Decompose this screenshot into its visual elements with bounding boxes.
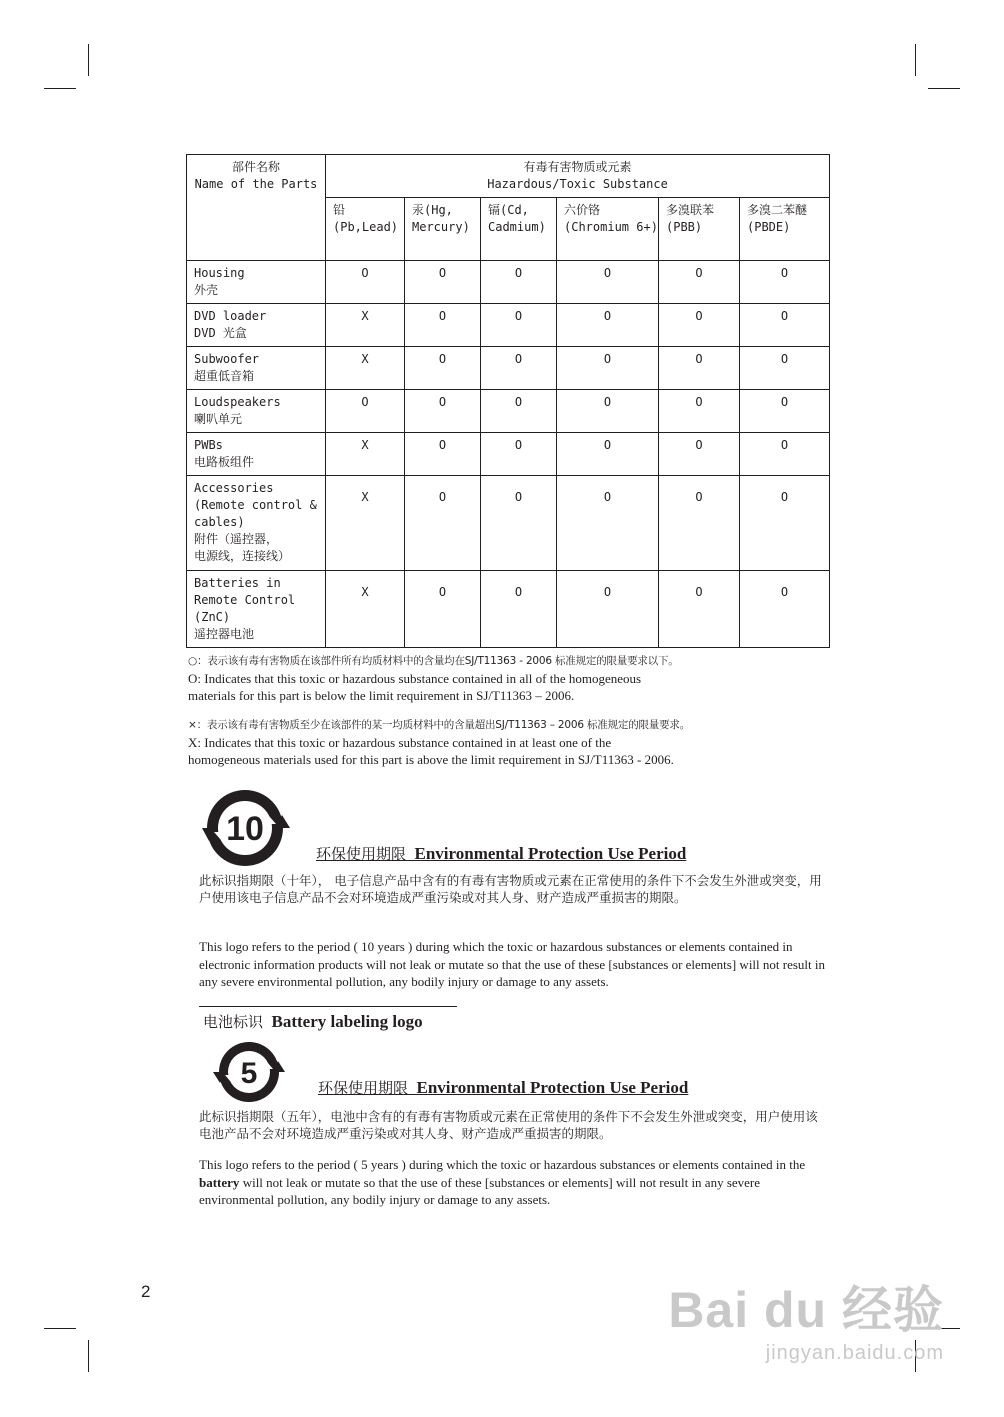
substance-mark-cell: O xyxy=(557,571,659,648)
part-name-line: (Remote control & xyxy=(194,498,317,512)
crop-mark xyxy=(88,44,89,76)
substance-header xyxy=(659,198,740,261)
substance-mark-cell: O xyxy=(740,571,830,648)
battery-heading-en: Battery labeling logo xyxy=(271,1012,423,1031)
substance-header xyxy=(740,198,830,261)
substance-mark-cell: O xyxy=(405,390,481,433)
hazardous-substance-header xyxy=(326,155,830,198)
part-name-cell xyxy=(187,476,326,571)
substance-mark-cell: O xyxy=(740,476,830,571)
battery-heading-cn: 电池标识 xyxy=(203,1013,264,1031)
substance-mark-cell: O xyxy=(740,261,830,304)
epup-5-logo-icon xyxy=(212,1040,286,1104)
substance-mark-cell: O xyxy=(740,390,830,433)
substance-mark-cell: O xyxy=(481,304,557,347)
epup-10-para-en: This logo refers to the period ( 10 years ) during which the toxic or hazardous substances or elements contained in electronic information products will not leak or mutate so that the use of these [substances or elements] will not result in any severe environmental pollution, any bodily injury or damage to any assets. xyxy=(199,939,826,989)
epup-10-title-cn: 环保使用期限 xyxy=(316,845,407,863)
substance-mark-cell: O xyxy=(481,571,557,648)
substance-mark-cell: O xyxy=(740,433,830,476)
substance-header xyxy=(405,198,481,261)
hazardous-substance-table xyxy=(186,154,830,648)
substance-mark-cell: O xyxy=(659,476,740,571)
table-row xyxy=(187,261,830,304)
table-row xyxy=(187,433,830,476)
substance-header xyxy=(481,198,557,261)
table-row xyxy=(187,476,830,571)
epup-10-title-en: Environmental Protection Use Period xyxy=(414,844,687,863)
part-name-line: 外壳 xyxy=(194,283,219,297)
part-name-line: 附件（遥控器， xyxy=(194,532,279,546)
notes-x xyxy=(188,716,838,768)
part-name-line: DVD loader xyxy=(194,309,267,323)
table-row xyxy=(187,390,830,433)
note-o-cn: ○：表示该有毒有害物质在该部件所有均质材料中的含量均在SJ/T11363 - 2006 标准规定的限量要求以下。 xyxy=(188,655,679,667)
substance-header-cn: 铅 xyxy=(333,203,346,217)
parts-name-header xyxy=(187,155,326,261)
substance-mark-cell: O xyxy=(659,571,740,648)
crop-mark xyxy=(928,88,960,89)
substance-header-en: (PBDE) xyxy=(747,220,791,234)
parts-name-header-en: Name of the Parts xyxy=(194,177,318,191)
substance-mark-cell: O xyxy=(405,304,481,347)
part-name-line: (ZnC) xyxy=(194,610,231,624)
note-x-en-line2: homogeneous materials used for this part is above the limit requirement in SJ/T11363 - 2006. xyxy=(188,752,674,767)
part-name-line: 喇叭单元 xyxy=(194,412,243,426)
battery-para-en xyxy=(199,1156,829,1209)
substance-mark-cell: O xyxy=(481,347,557,390)
note-o-en-line2: materials for this part is below the limit requirement in SJ/T11363 – 2006. xyxy=(188,688,575,703)
battery-para-en-part2: will not leak or mutate so that the use of these [substances or elements] will not result in any severe environmental pollution, any bodily injury or damage to any assets. xyxy=(199,1174,761,1207)
substance-header-cn: 多溴二苯醚 xyxy=(747,203,808,217)
part-name-line: Subwoofer xyxy=(194,352,260,366)
battery-para-cn: 此标识指期限（五年），电池中含有的有毒有害物质或元素在正常使用的条件下不会发生外泄或突变，用户使用该电池产品不会对环境造成严重污染或对其人身、财产造成严重损害的期限。 xyxy=(199,1109,818,1141)
part-name-line: 超重低音箱 xyxy=(194,369,255,383)
substance-mark-cell: O xyxy=(557,261,659,304)
substance-mark-cell: O xyxy=(405,433,481,476)
substance-mark-cell: O xyxy=(659,433,740,476)
battery-para-en-bold: battery xyxy=(199,1174,240,1190)
watermark-url: jingyan.baidu.com xyxy=(765,1342,944,1364)
substance-mark-cell: O xyxy=(326,261,405,304)
substance-mark-cell: O xyxy=(659,390,740,433)
part-name-cell xyxy=(187,571,326,648)
epup-10-logo-number: 10 xyxy=(226,810,264,848)
part-name-line: Remote Control xyxy=(194,593,296,607)
substance-header xyxy=(326,198,405,261)
note-x-en-line1: X: Indicates that this toxic or hazardous substance contained in at least one of the xyxy=(188,735,612,750)
battery-epup-title xyxy=(318,1077,688,1098)
substance-mark-cell: X xyxy=(326,304,405,347)
substance-header-cn: 汞(Hg, xyxy=(412,203,453,217)
substance-mark-cell: O xyxy=(659,304,740,347)
substance-mark-cell: O xyxy=(481,261,557,304)
substance-mark-cell: O xyxy=(405,476,481,571)
substance-mark-cell: O xyxy=(326,390,405,433)
part-name-line: 遥控器电池 xyxy=(194,627,255,641)
substance-mark-cell: O xyxy=(405,261,481,304)
note-o-en-line1: O: Indicates that this toxic or hazardous substance contained in all of the homogeneous xyxy=(188,671,642,686)
page-number: 2 xyxy=(141,1282,151,1301)
substance-header xyxy=(557,198,659,261)
note-x-cn: ×：表示该有毒有害物质至少在该部件的某一均质材料中的含量超出SJ/T11363 – 2006 标准规定的限量要求。 xyxy=(188,719,690,731)
substance-mark-cell: X xyxy=(326,347,405,390)
substance-mark-cell: O xyxy=(557,390,659,433)
substance-header-cn: 多溴联苯 xyxy=(666,203,715,217)
epup-10-para-cn: 此标识指期限（十年）， 电子信息产品中含有的有毒有害物质或元素在正常使用的条件下不会发生外泄或突变，用户使用该电子信息产品不会对环境造成严重污染或对其人身、财产造成严重损害的期限。 xyxy=(199,873,822,905)
epup-10-logo-icon xyxy=(202,788,292,868)
substance-mark-cell: X xyxy=(326,571,405,648)
battery-epup-title-cn: 环保使用期限 xyxy=(318,1079,409,1097)
substance-mark-cell: O xyxy=(659,347,740,390)
substance-mark-cell: O xyxy=(740,347,830,390)
substance-mark-cell: O xyxy=(481,390,557,433)
part-name-cell xyxy=(187,390,326,433)
substance-header-en: Cadmium) xyxy=(488,220,546,234)
part-name-cell xyxy=(187,261,326,304)
part-name-cell xyxy=(187,347,326,390)
substance-header-cn: 六价铬 xyxy=(564,203,601,217)
watermark-brand: Bai du 经验 xyxy=(668,1282,944,1338)
substance-mark-cell: O xyxy=(557,433,659,476)
parts-name-header-cn: 部件名称 xyxy=(231,160,280,174)
substance-mark-cell: O xyxy=(405,347,481,390)
notes-o xyxy=(188,652,838,704)
part-name-cell xyxy=(187,304,326,347)
substance-header-en: Mercury) xyxy=(412,220,470,234)
group-header-cn: 有毒有害物质或元素 xyxy=(523,160,632,174)
substance-mark-cell: O xyxy=(481,476,557,571)
substance-mark-cell: O xyxy=(405,571,481,648)
part-name-cell xyxy=(187,433,326,476)
part-name-line: 电路板组件 xyxy=(194,455,255,469)
battery-heading xyxy=(203,1011,423,1032)
table-row xyxy=(187,347,830,390)
substance-mark-cell: O xyxy=(740,304,830,347)
battery-epup-title-en: Environmental Protection Use Period xyxy=(416,1078,689,1097)
baidu-watermark xyxy=(668,1270,944,1365)
part-name-line: 电源线，连接线） xyxy=(194,549,291,563)
substance-header-en: (Pb,Lead) xyxy=(333,220,399,234)
epup-10-title xyxy=(316,843,686,864)
substance-mark-cell: X xyxy=(326,433,405,476)
part-name-line: DVD 光盒 xyxy=(194,326,247,340)
divider xyxy=(199,1006,457,1007)
substance-mark-cell: O xyxy=(557,304,659,347)
part-name-line: Accessories xyxy=(194,481,274,495)
substance-mark-cell: O xyxy=(557,476,659,571)
crop-mark xyxy=(44,1328,76,1329)
crop-mark xyxy=(915,44,916,76)
substance-mark-cell: O xyxy=(557,347,659,390)
part-name-line: Loudspeakers xyxy=(194,395,281,409)
part-name-line: cables) xyxy=(194,515,245,529)
substance-mark-cell: O xyxy=(481,433,557,476)
table-row xyxy=(187,571,830,648)
crop-mark xyxy=(44,88,76,89)
substance-header-cn: 镉(Cd, xyxy=(488,203,529,217)
table-row xyxy=(187,304,830,347)
part-name-line: Housing xyxy=(194,266,245,280)
epup-5-logo-number: 5 xyxy=(240,1057,258,1090)
battery-para-en-part1: This logo refers to the period ( 5 years ) during which the toxic or hazardous substances or elements contained in the xyxy=(199,1157,806,1172)
group-header-en: Hazardous/Toxic Substance xyxy=(487,177,668,191)
substance-header-en: (Chromium 6+) xyxy=(564,220,658,234)
part-name-line: Batteries in xyxy=(194,576,281,590)
part-name-line: PWBs xyxy=(194,438,223,452)
crop-mark xyxy=(88,1340,89,1372)
substance-mark-cell: X xyxy=(326,476,405,571)
substance-header-en: (PBB) xyxy=(666,220,703,234)
substance-mark-cell: O xyxy=(659,261,740,304)
